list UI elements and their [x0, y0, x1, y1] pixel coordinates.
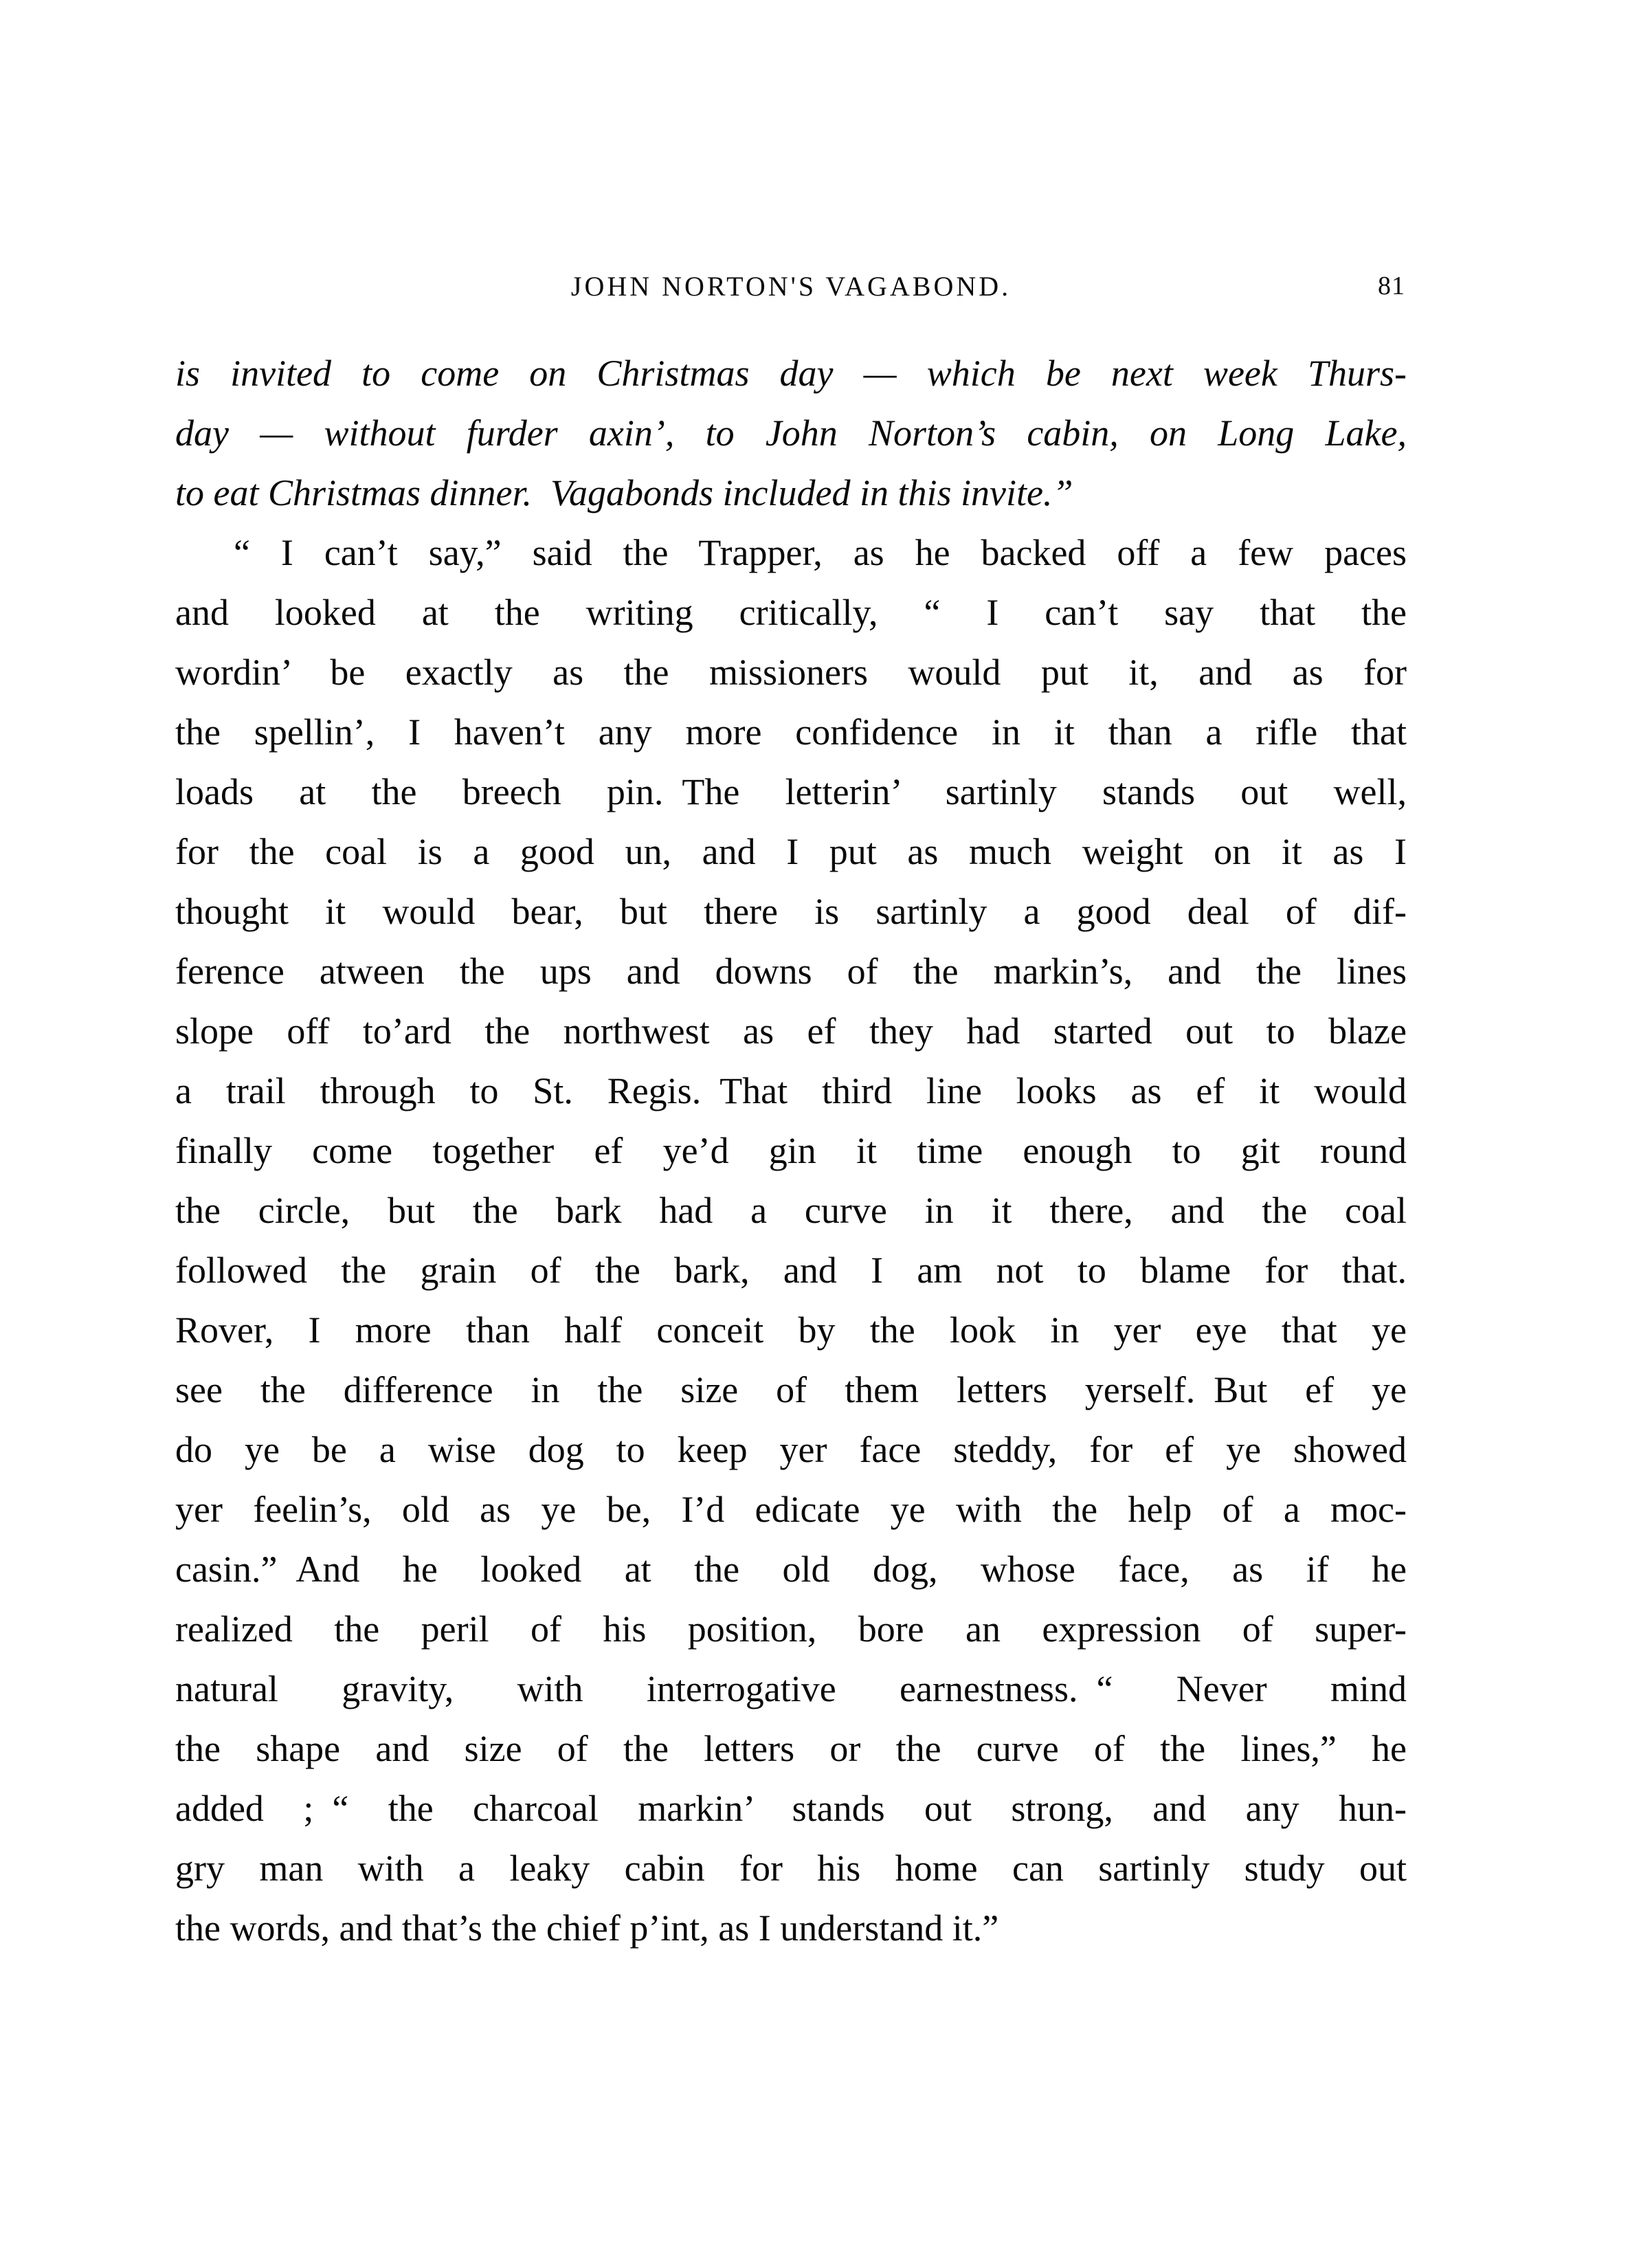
running-title: JOHN NORTON'S VAGABOND.: [570, 271, 1012, 302]
text-line: the shape and size of the letters or the curve of the lines,” he: [175, 1728, 1407, 1769]
text-line: is invited to come on Christmas day — which be next week Thurs-: [175, 353, 1407, 394]
text-line: ference atween the ups and downs of the markin’s, and the lines: [175, 951, 1407, 992]
text-line: for the coal is a good un, and I put as much weight on it as I: [175, 831, 1407, 872]
text-line: wordin’ be exactly as the missioners would put it, and as for: [175, 652, 1407, 693]
text-line: gry man with a leaky cabin for his home can sartinly study out: [175, 1848, 1407, 1889]
text-line: natural gravity, with interrogative earnestness. “ Never mind: [175, 1668, 1407, 1709]
text-line: to eat Christmas dinner. Vagabonds included in this invite.”: [175, 472, 1073, 513]
page-content: [175, 344, 1407, 1958]
text-line: the circle, but the bark had a curve in it there, and the coal: [175, 1190, 1407, 1231]
text-line: “ I can’t say,” said the Trapper, as he backed off a few paces: [234, 532, 1407, 573]
text-line: day — without furder axin’, to John Norton’s cabin, on Long Lake,: [175, 412, 1407, 454]
text-line: and looked at the writing critically, “ I can’t say that the: [175, 592, 1407, 633]
text-line: finally come together ef ye’d gin it time enough to git round: [175, 1130, 1407, 1171]
text-line: casin.” And he looked at the old dog, whose face, as if he: [175, 1549, 1407, 1590]
text-line: added ; “ the charcoal markin’ stands out strong, and any hun-: [175, 1788, 1407, 1829]
letter-excerpt-paragraph: [175, 344, 1407, 523]
text-line: the spellin’, I haven’t any more confidence in it than a rifle that: [175, 711, 1407, 753]
page-number: 81: [1378, 272, 1405, 300]
page-header: [175, 270, 1407, 302]
text-line: loads at the breech pin. The letterin’ sartinly stands out well,: [175, 771, 1407, 812]
text-line: see the difference in the size of them letters yerself. But ef ye: [175, 1369, 1407, 1410]
text-line: a trail through to St. Regis. That third line looks as ef it would: [175, 1070, 1407, 1111]
text-line: slope off to’ard the northwest as ef they had started out to blaze: [175, 1010, 1407, 1052]
text-line: do ye be a wise dog to keep yer face steddy, for ef ye showed: [175, 1429, 1407, 1470]
body-paragraph: [175, 523, 1407, 1958]
text-line: thought it would bear, but there is sartinly a good deal of dif-: [175, 891, 1407, 932]
text-line: Rover, I more than half conceit by the look in yer eye that ye: [175, 1309, 1407, 1351]
text-block: [175, 270, 1407, 1949]
text-line: the words, and that’s the chief p’int, as I understand it.”: [175, 1907, 999, 1949]
text-line: realized the peril of his position, bore an expression of super-: [175, 1608, 1407, 1650]
text-line: yer feelin’s, old as ye be, I’d edicate ye with the help of a moc-: [175, 1489, 1407, 1530]
text-line: followed the grain of the bark, and I am not to blame for that.: [175, 1250, 1407, 1291]
